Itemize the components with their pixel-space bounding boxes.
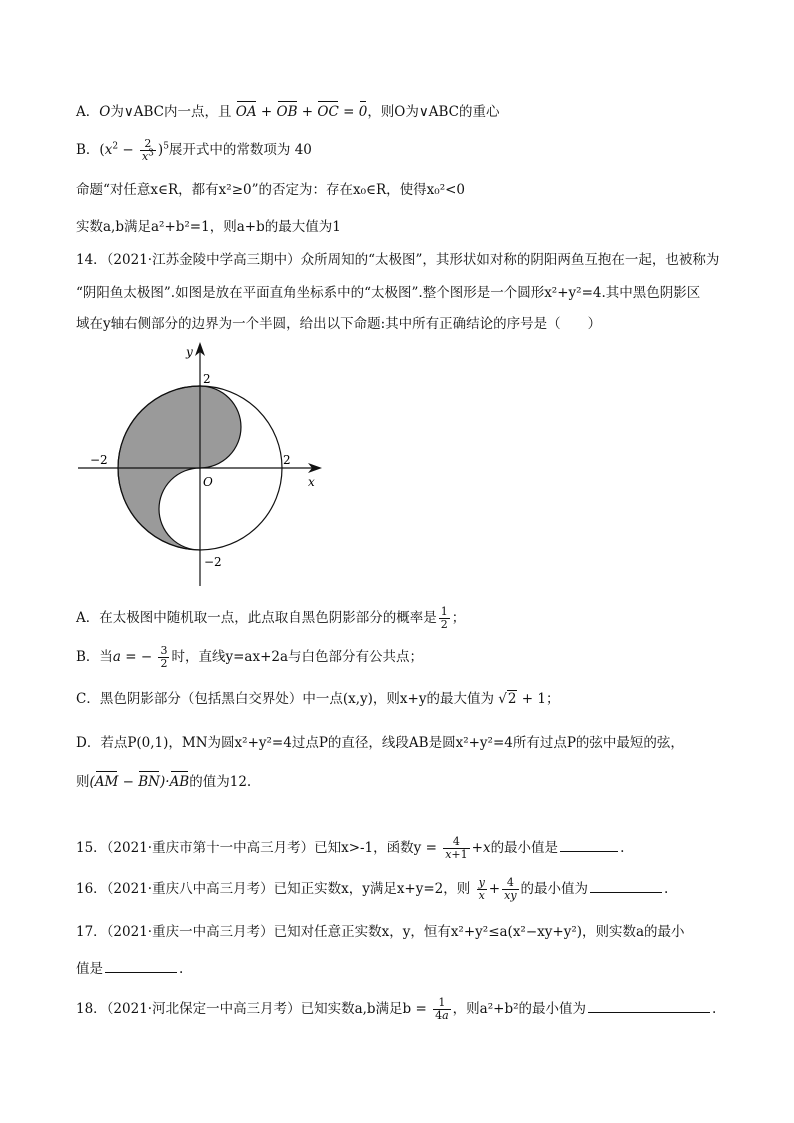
q17-line-1: 17．（2021·重庆一中高三月考）已知对任意正实数x，y，恒有x²+y²≤a(x²−xy+y²)，则实数a的最小 xyxy=(76,924,685,940)
tick-x-left: −2 xyxy=(90,453,108,467)
q17-line-2: 值是 . xyxy=(76,958,183,979)
option-a-text: 为∨ABC内一点，且 xyxy=(110,104,232,120)
q14-line-3: 域在y轴右侧部分的边界为一个半圆，给出以下命题:其中所有正确结论的序号是（ ） xyxy=(76,316,602,332)
option-b-text: 展开式中的常数项为 40 xyxy=(168,142,312,158)
x-axis-label: x xyxy=(308,475,315,489)
q16-answer-blank[interactable] xyxy=(590,878,662,893)
option-a-prefix: A． xyxy=(76,104,100,120)
tick-y-top: 2 xyxy=(203,372,211,386)
q14-line-2: “阴阳鱼太极图”.如图是放在平面直角坐标系中的“太极图”.整个图形是一个圆形x²+y²=4.其中黑色阴影区 xyxy=(76,285,701,301)
q18-answer-blank[interactable] xyxy=(588,998,710,1013)
q14-option-c: C．黑色阴影部分（包括黑白交界处）中一点(x,y)，则x+y的最大值为 √2 + 1； xyxy=(76,691,560,707)
q13-option-d: 实数a,b满足a²+b²=1，则a+b的最大值为1 xyxy=(76,219,341,235)
y-axis-label: y xyxy=(186,345,193,359)
tick-y-bottom: −2 xyxy=(204,555,222,569)
q18: 18．（2021·河北保定一中高三月考）已知实数a,b满足b = $\frac{1}{4a}$ ，则a²+b²的最小值为 . xyxy=(76,996,717,1022)
q14-option-d-line-2: 则(AM − BN)·AB的值为12. xyxy=(76,774,252,790)
q14-option-b: B．当a = − $\frac{3}{2}$ 时，直线y=ax+2a与白色部分有公共点； xyxy=(76,644,424,670)
q14-line-1: 14．（2021·江苏金陵中学高三期中）众所周知的“太极图”，其形状如对称的阴阳两鱼互抱在一起，也被称为 xyxy=(76,252,720,268)
q13-option-c: 命题“对任意x∈R，都有x²≥0”的否定为：存在x₀∈R，使得x₀²<0 xyxy=(76,182,466,198)
q14-option-d-line-1: D．若点P(0,1)，MN为圆x²+y²=4过点P的直径，线段AB是圆x²+y²=4所有过点P的弦中最短的弦， xyxy=(76,735,684,751)
q15-answer-blank[interactable] xyxy=(560,837,618,852)
option-a-tail: ，则O为∨ABC的重心 xyxy=(367,104,500,120)
q16: 16．（2021·重庆八中高三月考）已知正实数x，y满足x+y=2，则 $\frac{y}{x}$ + $\frac{4}{xy}$ 的最小值为 . xyxy=(76,876,669,902)
q17-answer-blank[interactable] xyxy=(105,958,177,973)
q15: 15．（2021·重庆市第十一中高三月考）已知x>-1，函数y = $\frac{4}{x+1}$ +x的最小值是 . xyxy=(76,835,625,861)
q13-option-a: A．O为∨ABC内一点，且 OA + OB + OC = 0，则O为∨ABC的重心 xyxy=(76,104,500,120)
origin-label: O xyxy=(203,475,213,489)
tick-x-right: 2 xyxy=(283,453,291,467)
q13-option-b: B．($x^2$ − $\frac{2}{x^3}$ )$^5$展开式中的常数项为 40 xyxy=(76,137,312,163)
q14-option-a: A．在太极图中随机取一点，此点取自黑色阴影部分的概率是 $\frac{1}{2}$ ； xyxy=(76,605,466,631)
taiji-figure xyxy=(70,340,340,590)
